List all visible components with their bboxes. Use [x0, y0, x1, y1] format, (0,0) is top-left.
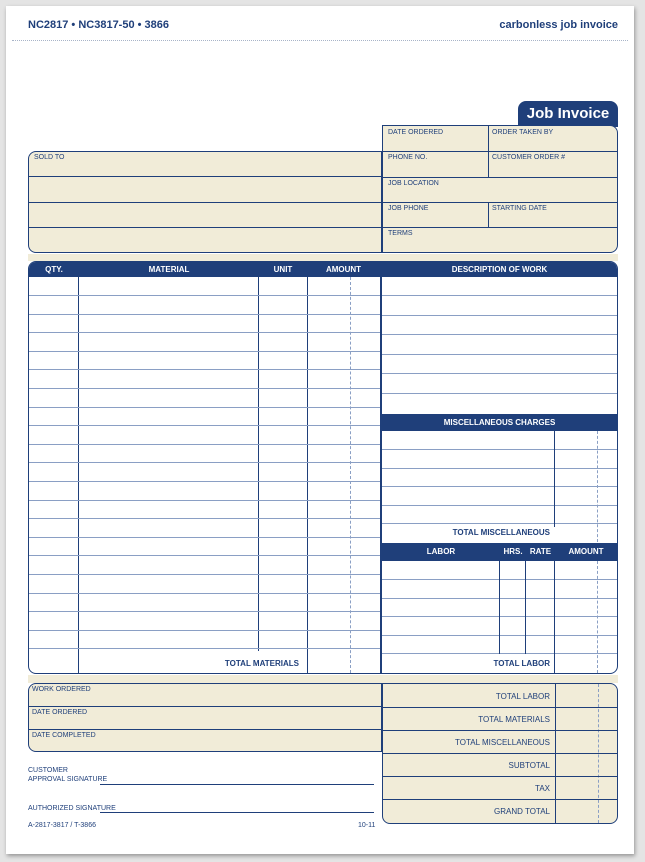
- rule-line: [29, 295, 380, 296]
- separator-band-2: [28, 675, 618, 683]
- totals-row-label: TOTAL MATERIALS: [478, 715, 550, 724]
- rule-line: [382, 373, 617, 374]
- rule-line: [382, 449, 617, 450]
- material-header: MATERIAL: [148, 265, 190, 274]
- totals-divider: [383, 753, 617, 754]
- totals-row-label: TAX: [535, 784, 550, 793]
- starting-date-label: STARTING DATE: [492, 205, 547, 212]
- totals-divider: [383, 799, 617, 800]
- rule-line: [382, 295, 617, 296]
- approval-signature-label: APPROVAL SIGNATURE: [28, 776, 108, 783]
- totals-divider: [383, 730, 617, 731]
- date-ordered-bottom-label: DATE ORDERED: [32, 709, 88, 716]
- authorized-signature-line[interactable]: [100, 812, 374, 813]
- rule-line: [382, 354, 617, 355]
- work-ordered-label: WORK ORDERED: [32, 686, 91, 693]
- order-taken-by-label: ORDER TAKEN BY: [492, 129, 554, 136]
- rule-line: [382, 505, 617, 506]
- totals-divider: [383, 707, 617, 708]
- rule-line: [29, 314, 380, 315]
- rule-line: [29, 407, 380, 408]
- materials-table[interactable]: [28, 261, 381, 674]
- perforation-line: [12, 40, 628, 41]
- rule-line: [382, 486, 617, 487]
- labor-amount-header: AMOUNT: [568, 547, 604, 556]
- separator-band: [28, 254, 618, 261]
- invoice-page: [6, 6, 634, 854]
- customer-label: CUSTOMER: [28, 767, 68, 774]
- date-completed-label: DATE COMPLETED: [32, 732, 96, 739]
- totals-row-label: TOTAL LABOR: [495, 692, 550, 701]
- hrs-header: HRS.: [503, 547, 523, 556]
- rule-line: [382, 393, 617, 394]
- product-name: carbonless job invoice: [499, 19, 618, 31]
- total-labor-label: TOTAL LABOR: [493, 659, 550, 668]
- amount-header: AMOUNT: [325, 265, 362, 274]
- totals-box[interactable]: [382, 683, 618, 824]
- rule-line: [29, 332, 380, 333]
- phone-no-label: PHONE NO.: [388, 154, 428, 161]
- customer-order-label: CUSTOMER ORDER #: [492, 154, 565, 161]
- rule-line: [382, 523, 617, 524]
- rule-line: [29, 481, 380, 482]
- rule-line: [382, 315, 617, 316]
- rule-line: [29, 518, 380, 519]
- catalog-numbers: NC2817 • NC3817-50 • 3866: [28, 19, 170, 31]
- date-ordered-label: DATE ORDERED: [388, 129, 444, 136]
- total-materials-label: TOTAL MATERIALS: [224, 659, 299, 668]
- rule-line: [29, 462, 380, 463]
- approval-signature-line[interactable]: [100, 784, 374, 785]
- order-info-box[interactable]: [382, 125, 618, 253]
- sold-to-label: SOLD TO: [34, 154, 65, 161]
- rule-line: [382, 334, 617, 335]
- unit-header: UNIT: [273, 265, 293, 274]
- terms-label: TERMS: [388, 230, 413, 237]
- rule-line: [29, 425, 380, 426]
- job-location-label: JOB LOCATION: [388, 180, 439, 187]
- rule-line: [29, 537, 380, 538]
- work-ordered-box[interactable]: [28, 683, 382, 752]
- work-table[interactable]: [381, 261, 618, 674]
- rule-line: [29, 444, 380, 445]
- totals-row-label: GRAND TOTAL: [493, 807, 550, 816]
- rule-line: [29, 630, 380, 631]
- revision-code: 10-11: [358, 822, 376, 829]
- rate-header: RATE: [529, 547, 552, 556]
- rule-line: [382, 468, 617, 469]
- form-code: A-2817-3817 / T-3866: [28, 822, 96, 829]
- description-of-work-header: DESCRIPTION OF WORK: [451, 265, 548, 274]
- authorized-signature-label: AUTHORIZED SIGNATURE: [28, 805, 116, 812]
- totals-row-label: SUBTOTAL: [508, 761, 550, 770]
- rule-line: [29, 351, 380, 352]
- rule-line: [29, 500, 380, 501]
- rule-line: [29, 388, 380, 389]
- job-phone-label: JOB PHONE: [388, 205, 429, 212]
- form-title: Job Invoice: [518, 101, 618, 127]
- qty-header: QTY.: [45, 265, 63, 274]
- totals-row-label: TOTAL MISCELLANEOUS: [455, 738, 550, 747]
- rule-line: [29, 611, 380, 612]
- sold-to-box[interactable]: [28, 151, 382, 253]
- rule-line: [29, 574, 380, 575]
- rule-line: [29, 593, 380, 594]
- rule-line: [29, 555, 380, 556]
- totals-divider: [383, 776, 617, 777]
- labor-header: LABOR: [426, 547, 456, 556]
- rule-line: [29, 648, 380, 649]
- misc-charges-header: MISCELLANEOUS CHARGES: [443, 418, 556, 427]
- rule-line: [29, 369, 380, 370]
- total-misc-label: TOTAL MISCELLANEOUS: [452, 528, 550, 537]
